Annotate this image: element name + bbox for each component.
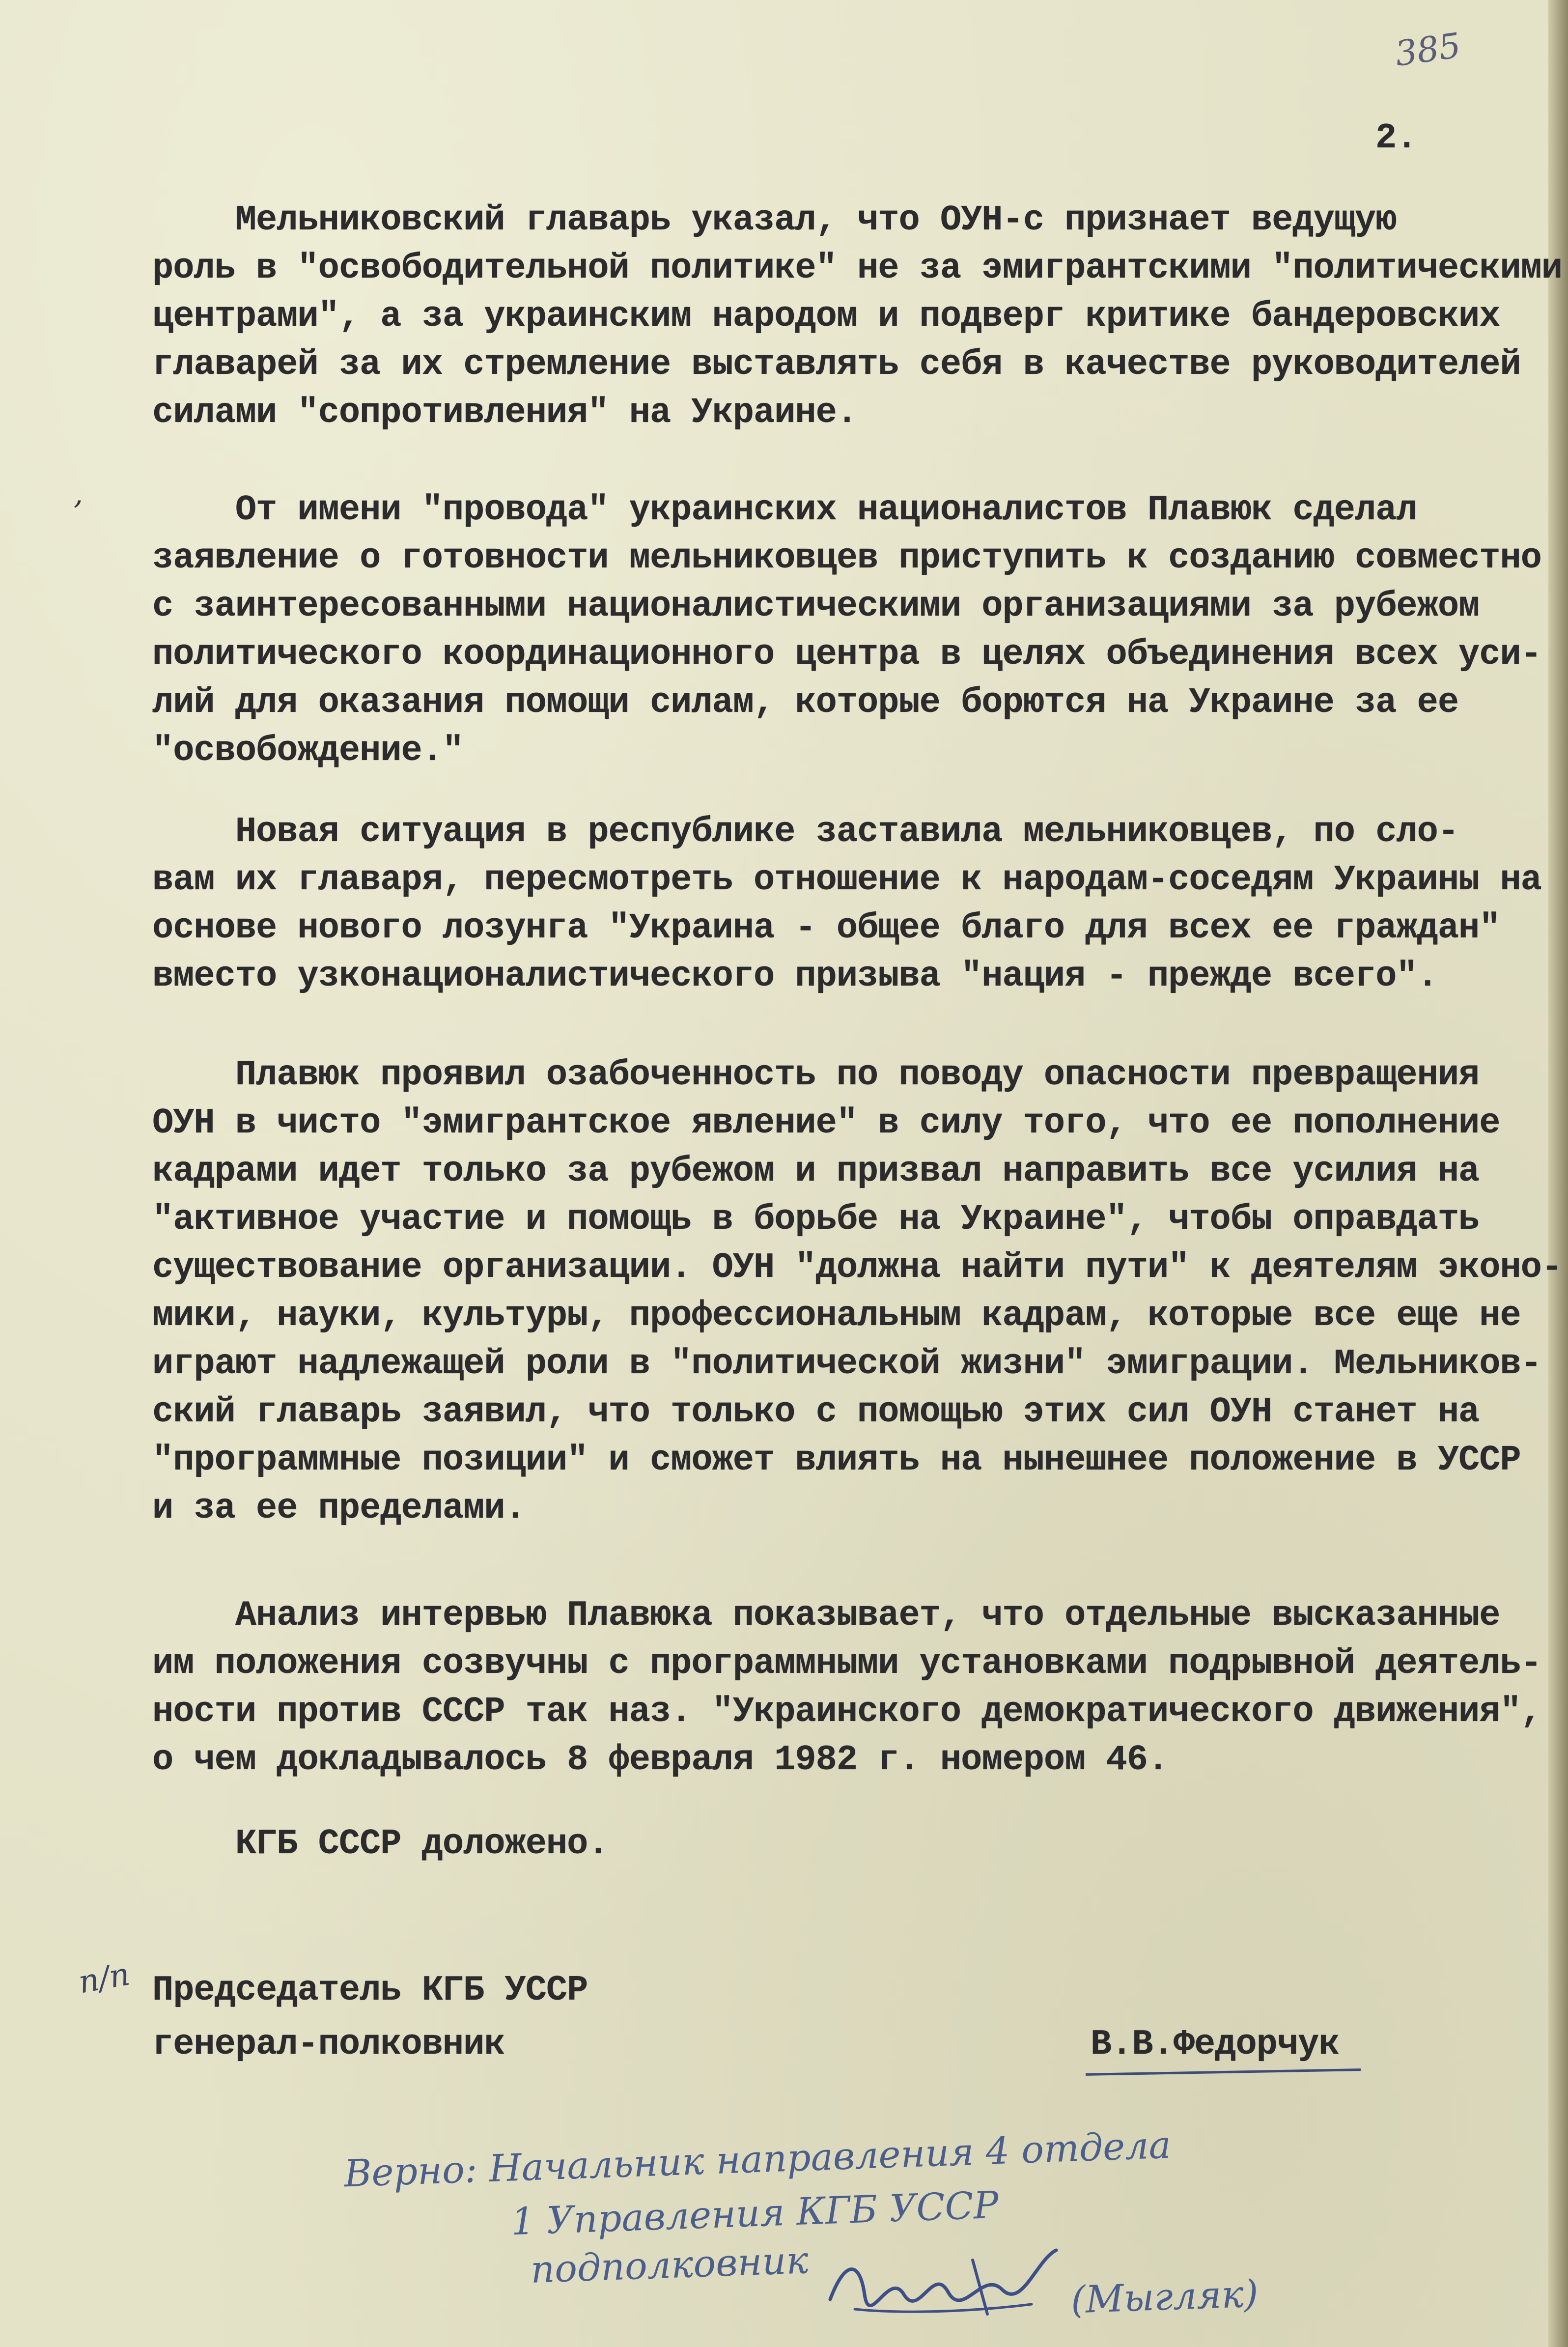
paragraph-4 [152, 1051, 1563, 1535]
text-line: заявление о готовности мельниковцев приступить к созданию совместно [152, 538, 1541, 578]
archive-sheet-number: 385 [1392, 25, 1463, 74]
handwritten-certification [343, 2122, 1474, 2334]
text-line: с заинтересованными националистическими организациями за рубежом [152, 586, 1480, 626]
signatory-rank: генерал-полковник [152, 2024, 505, 2064]
text-line: "освобождение." [152, 731, 464, 771]
margin-tick-mark: , [74, 477, 84, 511]
text-line: силами "сопротивления" на Украине. [152, 393, 858, 433]
paragraph-6 [152, 1820, 1538, 1941]
text-line: кадрами идет только за рубежом и призвал направить все усилия на [152, 1151, 1480, 1191]
text-line: мики, науки, культуры, профессиональным кадрам, которые все еще не [152, 1296, 1521, 1336]
text-line: "активное участие и помощь в борьбе на Украине", чтобы оправдать [152, 1199, 1480, 1240]
certification-surname: (Мыгляк) [1070, 2271, 1259, 2322]
paragraph-3 [152, 808, 1541, 1050]
paragraph-2 [152, 486, 1541, 809]
text-line: ОУН в чисто "эмигрантское явление" в силу того, что ее пополнение [152, 1103, 1500, 1143]
certification-line: 1 Управления КГБ УССР [510, 2182, 1000, 2244]
text-line: о чем докладывалось 8 февраля 1982 г. номером 46. [152, 1740, 1169, 1780]
text-line: ский главарь заявил, что только с помощью этих сил ОУН станет на [152, 1392, 1480, 1432]
signatory-name: В.В.Федорчук [1091, 2024, 1340, 2064]
text-line: Плавюк проявил озабоченность по поводу опасности превращения [152, 1055, 1480, 1095]
handwritten-signature-icon [825, 2240, 1081, 2324]
text-line: им положения созвучны с программными установками подрывной деятель- [152, 1643, 1541, 1684]
text-line: Мельниковский главарь указал, что ОУН-с признает ведущую [152, 200, 1397, 240]
signature-underline [1086, 2068, 1361, 2076]
signatory-title: Председатель КГБ УССР [152, 1970, 588, 2010]
text-line: От имени "провода" украинских националистов Плавюк сделал [152, 490, 1417, 530]
certification-line: Верно: Начальник направления 4 отдела [343, 2122, 1172, 2196]
text-line: ности против СССР так наз. "Украинского демократического движения", [152, 1692, 1541, 1732]
paragraph-5 [152, 1592, 1541, 1834]
text-line: лий для оказания помощи силам, которые борются на Украине за ее [152, 682, 1459, 723]
text-line: КГБ СССР доложено. [152, 1824, 609, 1864]
text-line: основе нового лозунга "Украина - общее благо для всех ее граждан" [152, 908, 1500, 948]
text-line: играют надлежащей роли в "политической жизни" эмиграции. Мельников- [152, 1344, 1541, 1384]
certification-line: подполковник [530, 2238, 810, 2291]
text-line: вместо узконационалистического призыва "нация - прежде всего". [152, 956, 1438, 996]
paragraph-1 [152, 197, 1563, 479]
page-edge-shadow [1548, 0, 1568, 2347]
text-line: политического координационного центра в целях объединения всех уси- [152, 634, 1541, 675]
page-number: 2. [1375, 118, 1417, 158]
text-line: и за ее пределами. [152, 1488, 526, 1528]
text-line: вам их главаря, пересмотреть отношение к народам-соседям Украины на [152, 860, 1541, 900]
text-line: роль в "освободительной политике" не за эмигрантскими "политическими [152, 248, 1563, 288]
text-line: "программные позиции" и сможет влиять на нынешнее положение в УССР [152, 1440, 1521, 1480]
text-line: главарей за их стремление выставлять себя в качестве руководителей [152, 344, 1521, 385]
margin-note-pp: п/п [76, 1956, 133, 2001]
text-line: существование организации. ОУН "должна найти пути" к деятелям эконо- [152, 1247, 1563, 1288]
text-line: Анализ интервью Плавюка показывает, что отдельные высказанные [152, 1595, 1500, 1636]
text-line: центрами", а за украинским народом и подверг критике бандеровских [152, 296, 1500, 337]
text-line: Новая ситуация в республике заставила мельниковцев, по сло- [152, 812, 1459, 852]
